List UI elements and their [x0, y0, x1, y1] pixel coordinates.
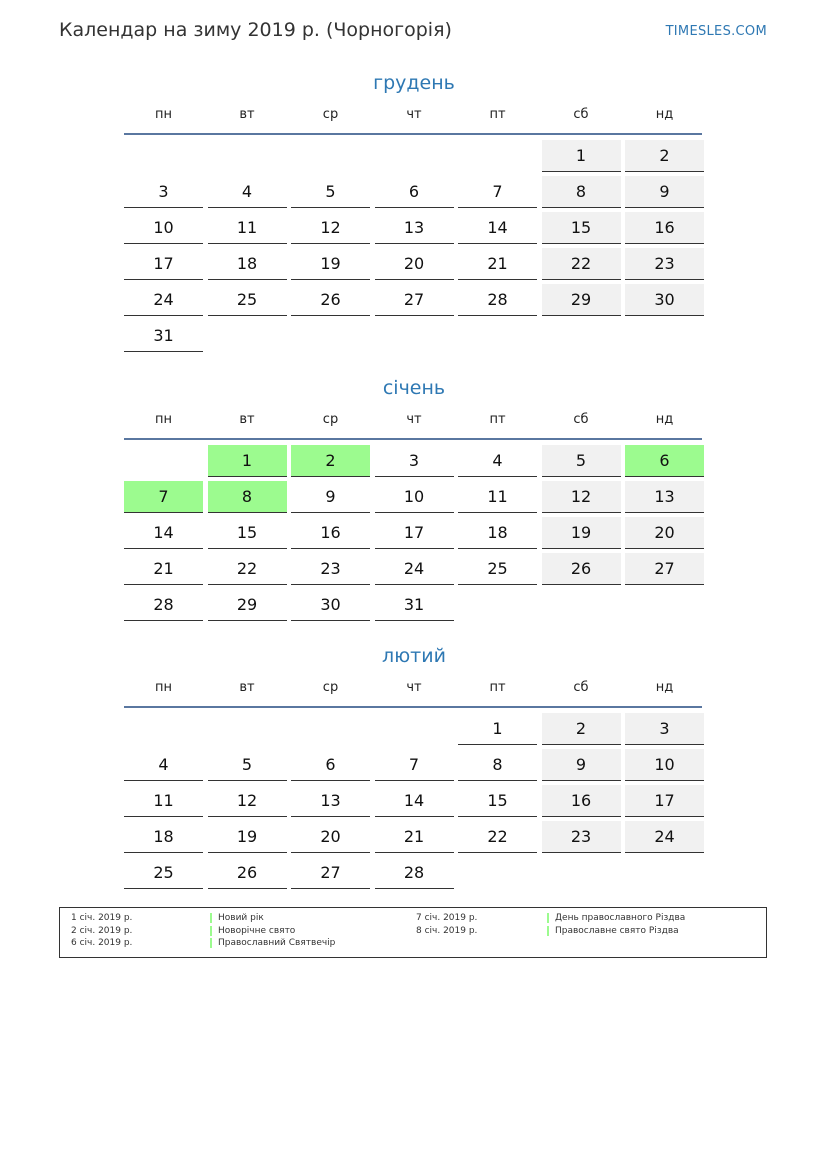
empty-day-cell	[291, 140, 370, 172]
legend-date: 2 січ. 2019 р.	[71, 925, 133, 936]
day-cell: 13	[291, 785, 370, 817]
day-cell: 31	[124, 320, 203, 352]
weekday-label: ср	[322, 412, 339, 427]
day-cell: 14	[124, 517, 203, 549]
day-cell: 3	[124, 176, 203, 208]
day-cell: 14	[458, 212, 537, 244]
empty-day-cell	[375, 140, 454, 172]
weekday-label: пн	[155, 412, 172, 427]
weekday-header	[124, 677, 704, 699]
day-cell: 10	[625, 749, 704, 781]
empty-day-cell	[458, 140, 537, 172]
day-cell: 2	[625, 140, 704, 172]
week-row	[124, 481, 704, 517]
empty-day-cell	[291, 320, 370, 352]
day-cell: 25	[458, 553, 537, 585]
day-cell: 9	[291, 481, 370, 513]
day-cell: 18	[458, 517, 537, 549]
day-cell: 14	[375, 785, 454, 817]
day-cell: 28	[375, 857, 454, 889]
weekday-label: нд	[655, 680, 674, 695]
empty-day-cell	[458, 320, 537, 352]
day-cell: 1	[542, 140, 621, 172]
month-block	[124, 643, 704, 893]
day-cell: 30	[625, 284, 704, 316]
day-cell: 26	[542, 553, 621, 585]
weekday-label: пн	[155, 107, 172, 122]
day-cell: 16	[542, 785, 621, 817]
day-cell: 11	[458, 481, 537, 513]
day-cell: 5	[291, 176, 370, 208]
day-cell: 15	[208, 517, 287, 549]
day-cell: 27	[625, 553, 704, 585]
day-cell: 29	[208, 589, 287, 621]
legend-date: 6 січ. 2019 р.	[71, 938, 133, 948]
weekday-label: пт	[489, 412, 506, 427]
week-row	[124, 445, 704, 481]
week-row	[124, 553, 704, 589]
day-cell: 17	[375, 517, 454, 549]
day-cell: 31	[375, 589, 454, 621]
month-name: грудень	[373, 72, 455, 94]
day-cell: 22	[208, 553, 287, 585]
day-cell: 10	[124, 212, 203, 244]
day-cell: 1	[208, 445, 287, 477]
holiday-legend	[59, 907, 767, 958]
weekday-label: вт	[239, 680, 255, 695]
legend-holiday-name: День православного Різдва	[547, 913, 685, 923]
day-cell: 3	[375, 445, 454, 477]
day-cell: 16	[291, 517, 370, 549]
page-title: Календар на зиму 2019 р. (Чорногорія)	[59, 19, 452, 41]
empty-day-cell	[542, 589, 621, 621]
day-cell: 7	[375, 749, 454, 781]
week-row	[124, 713, 704, 749]
weekday-header	[124, 409, 704, 431]
day-cell: 5	[208, 749, 287, 781]
day-cell: 3	[625, 713, 704, 745]
week-row	[124, 212, 704, 248]
day-cell: 22	[542, 248, 621, 280]
empty-day-cell	[625, 589, 704, 621]
month-block	[124, 375, 704, 625]
weekday-label: нд	[655, 107, 674, 122]
day-cell: 11	[208, 212, 287, 244]
day-cell: 22	[458, 821, 537, 853]
day-cell: 26	[208, 857, 287, 889]
empty-day-cell	[124, 140, 203, 172]
day-cell: 13	[625, 481, 704, 513]
legend-holiday-name: Православний Святвечір	[210, 938, 335, 948]
day-cell: 15	[542, 212, 621, 244]
day-cell: 27	[291, 857, 370, 889]
day-cell: 13	[375, 212, 454, 244]
week-row	[124, 284, 704, 320]
empty-day-cell	[625, 320, 704, 352]
legend-date: 7 січ. 2019 р.	[416, 913, 478, 923]
day-cell: 19	[542, 517, 621, 549]
empty-day-cell	[458, 589, 537, 621]
day-cell: 20	[375, 248, 454, 280]
weekday-label: чт	[406, 107, 422, 122]
day-cell: 17	[625, 785, 704, 817]
empty-day-cell	[458, 857, 537, 889]
day-cell: 8	[458, 749, 537, 781]
weekday-label: сб	[573, 680, 589, 695]
day-cell: 2	[542, 713, 621, 745]
weekday-label: вт	[239, 412, 255, 427]
header-divider	[124, 133, 702, 135]
month-name: лютий	[382, 645, 446, 667]
week-row	[124, 517, 704, 553]
day-cell: 25	[208, 284, 287, 316]
day-cell: 8	[208, 481, 287, 513]
day-cell: 21	[375, 821, 454, 853]
empty-day-cell	[124, 713, 203, 745]
day-cell: 15	[458, 785, 537, 817]
day-cell: 18	[208, 248, 287, 280]
day-cell: 23	[291, 553, 370, 585]
week-row	[124, 857, 704, 893]
week-row	[124, 749, 704, 785]
empty-day-cell	[291, 713, 370, 745]
empty-day-cell	[124, 445, 203, 477]
week-row	[124, 140, 704, 176]
legend-holiday-name: Новий рік	[210, 913, 264, 923]
day-cell: 4	[458, 445, 537, 477]
weekday-label: нд	[655, 412, 674, 427]
day-cell: 30	[291, 589, 370, 621]
weekday-label: пн	[155, 680, 172, 695]
empty-day-cell	[208, 713, 287, 745]
day-cell: 12	[208, 785, 287, 817]
day-cell: 10	[375, 481, 454, 513]
weekday-label: сб	[573, 107, 589, 122]
month-name: січень	[382, 377, 446, 399]
weekday-label: вт	[239, 107, 255, 122]
weekday-label: ср	[322, 680, 339, 695]
month-block	[124, 70, 704, 356]
day-cell: 23	[625, 248, 704, 280]
week-row	[124, 821, 704, 857]
day-cell: 1	[458, 713, 537, 745]
day-cell: 6	[291, 749, 370, 781]
weekday-label: чт	[406, 412, 422, 427]
day-cell: 29	[542, 284, 621, 316]
day-cell: 20	[625, 517, 704, 549]
day-cell: 7	[124, 481, 203, 513]
day-cell: 2	[291, 445, 370, 477]
legend-date: 1 січ. 2019 р.	[71, 913, 133, 923]
day-cell: 28	[458, 284, 537, 316]
site-link[interactable]: TIMESLES.COM	[665, 24, 767, 39]
day-cell: 21	[458, 248, 537, 280]
day-cell: 6	[625, 445, 704, 477]
day-cell: 24	[124, 284, 203, 316]
week-row	[124, 320, 704, 356]
day-cell: 23	[542, 821, 621, 853]
day-cell: 18	[124, 821, 203, 853]
day-cell: 4	[208, 176, 287, 208]
day-cell: 28	[124, 589, 203, 621]
empty-day-cell	[375, 320, 454, 352]
day-cell: 6	[375, 176, 454, 208]
header-divider	[124, 438, 702, 440]
legend-date: 8 січ. 2019 р.	[416, 925, 478, 936]
day-cell: 12	[542, 481, 621, 513]
day-cell: 24	[625, 821, 704, 853]
weekday-label: чт	[406, 680, 422, 695]
week-row	[124, 589, 704, 625]
weekday-label: сб	[573, 412, 589, 427]
legend-holiday-name: Новорічне свято	[210, 926, 295, 936]
empty-day-cell	[542, 320, 621, 352]
empty-day-cell	[542, 857, 621, 889]
day-cell: 27	[375, 284, 454, 316]
empty-day-cell	[375, 713, 454, 745]
day-cell: 20	[291, 821, 370, 853]
day-cell: 24	[375, 553, 454, 585]
day-cell: 5	[542, 445, 621, 477]
day-cell: 9	[625, 176, 704, 208]
header-divider	[124, 706, 702, 708]
day-cell: 9	[542, 749, 621, 781]
empty-day-cell	[625, 857, 704, 889]
weekday-header	[124, 104, 704, 126]
day-cell: 11	[124, 785, 203, 817]
day-cell: 21	[124, 553, 203, 585]
day-cell: 4	[124, 749, 203, 781]
weekday-label: пт	[489, 680, 506, 695]
day-cell: 8	[542, 176, 621, 208]
day-cell: 19	[208, 821, 287, 853]
empty-day-cell	[208, 320, 287, 352]
day-cell: 19	[291, 248, 370, 280]
day-cell: 17	[124, 248, 203, 280]
day-cell: 16	[625, 212, 704, 244]
day-cell: 12	[291, 212, 370, 244]
weekday-label: пт	[489, 107, 506, 122]
weekday-label: ср	[322, 107, 339, 122]
week-row	[124, 248, 704, 284]
week-row	[124, 785, 704, 821]
legend-holiday-name: Православне свято Різдва	[547, 926, 679, 936]
day-cell: 7	[458, 176, 537, 208]
empty-day-cell	[208, 140, 287, 172]
day-cell: 25	[124, 857, 203, 889]
day-cell: 26	[291, 284, 370, 316]
week-row	[124, 176, 704, 212]
